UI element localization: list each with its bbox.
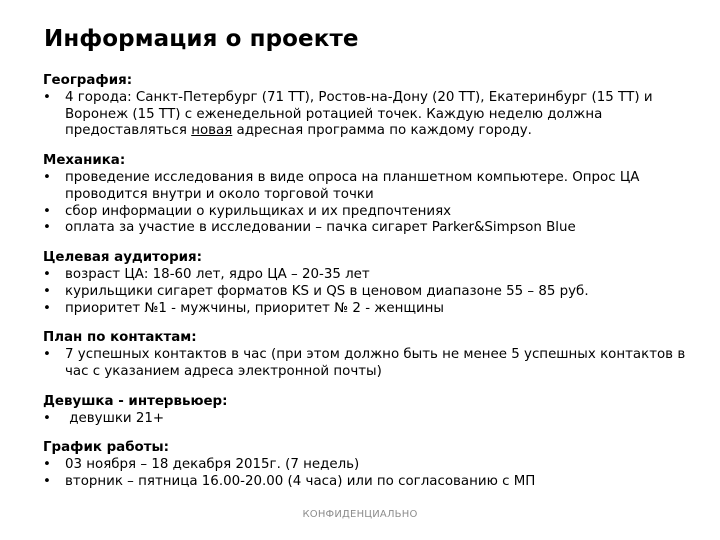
underlined-word: новая bbox=[191, 123, 233, 139]
list-item-text: девушки 21+ bbox=[65, 410, 165, 426]
bullet-icon: • bbox=[43, 283, 51, 299]
list-item-text: приоритет №1 - мужчины, приоритет № 2 - женщины bbox=[65, 300, 444, 316]
bullet-list-mechanics bbox=[43, 170, 693, 237]
list-item-text: 4 города: Санкт-Петербург (71 ТТ), Ростов-на-Дону (20 ТТ), Екатеринбург (15 ТТ) и Воронеж (15 ТТ) с еженедельной ротацией точек. Каждую неделю должна предоставляться bbox=[65, 89, 653, 139]
confidential-footer: КОНФИДЕНЦИАЛЬНО bbox=[302, 509, 418, 520]
bullet-icon: • bbox=[43, 169, 51, 185]
bullet-list-interviewer bbox=[43, 411, 693, 428]
list-item bbox=[43, 220, 693, 237]
bullet-icon: • bbox=[43, 410, 51, 426]
bullet-list-contact-plan bbox=[43, 347, 693, 381]
section-geography bbox=[43, 73, 693, 140]
bullet-icon: • bbox=[43, 203, 51, 219]
list-item-text: адресная программа по каждому городу. bbox=[232, 123, 532, 139]
list-item bbox=[43, 347, 693, 381]
section-interviewer bbox=[43, 394, 693, 428]
section-heading-schedule: График работы: bbox=[43, 440, 169, 456]
section-target-audience bbox=[43, 250, 693, 317]
list-item bbox=[43, 90, 693, 140]
section-heading-target-audience: Целевая аудитория: bbox=[43, 250, 203, 266]
list-item-text: проведение исследования в виде опроса на планшетном компьютере. Опрос ЦА проводится внутри и около торговой точки bbox=[65, 169, 640, 202]
list-item bbox=[43, 170, 693, 204]
list-item-text: оплата за участие в исследовании – пачка сигарет Parker&Simpson Blue bbox=[65, 220, 576, 236]
bullet-icon: • bbox=[43, 300, 51, 316]
section-contact-plan bbox=[43, 330, 693, 380]
list-item-text: 7 успешных контактов в час (при этом должно быть не менее 5 успешных контактов в час с указанием адреса электронной почты) bbox=[65, 347, 686, 379]
content-body bbox=[43, 73, 693, 491]
section-heading-geography: География: bbox=[43, 73, 133, 88]
list-item-text: 03 ноября – 18 декабря 2015г. (7 недель) bbox=[65, 457, 360, 473]
list-item bbox=[43, 204, 693, 221]
section-mechanics bbox=[43, 153, 693, 237]
section-heading-contact-plan: План по контактам: bbox=[43, 330, 197, 346]
bullet-icon: • bbox=[43, 89, 51, 105]
list-item bbox=[43, 474, 693, 491]
bullet-icon: • bbox=[43, 347, 51, 363]
list-item bbox=[43, 284, 693, 301]
bullet-icon: • bbox=[43, 457, 51, 473]
bullet-list-geography bbox=[43, 90, 693, 140]
section-heading-interviewer: Девушка - интервьюер: bbox=[43, 393, 228, 409]
list-item-text: сбор информации о курильщиках и их предпочтениях bbox=[65, 203, 452, 219]
list-item bbox=[43, 411, 693, 428]
list-item bbox=[43, 457, 693, 474]
bullet-list-target-audience bbox=[43, 267, 693, 317]
list-item-text: вторник – пятница 16.00-20.00 (4 часа) или по согласованию с МП bbox=[65, 473, 536, 489]
bullet-icon: • bbox=[43, 473, 51, 489]
bullet-icon: • bbox=[43, 220, 51, 236]
list-item-text: курильщики сигарет форматов KS и QS в ценовом диапазоне 55 – 85 руб. bbox=[65, 283, 589, 299]
bullet-list-schedule bbox=[43, 457, 693, 491]
list-item bbox=[43, 267, 693, 284]
section-schedule bbox=[43, 440, 693, 490]
page-title: Информация о проекте bbox=[44, 26, 359, 52]
list-item-text: возраст ЦА: 18-60 лет, ядро ЦА – 20-35 лет bbox=[65, 266, 370, 282]
section-heading-mechanics: Механика: bbox=[43, 153, 126, 169]
list-item bbox=[43, 301, 693, 318]
bullet-icon: • bbox=[43, 266, 51, 282]
